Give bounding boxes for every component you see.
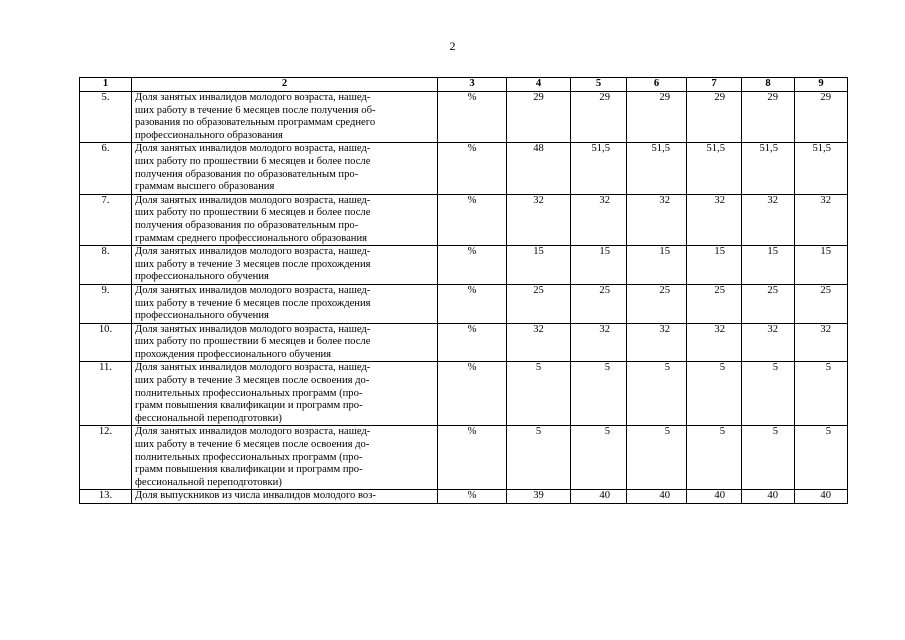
description-line: Доля занятых инвалидов молодого возраста, нашед- bbox=[135, 284, 371, 296]
description-line: ших работу в течение 3 месяцев после освоения до- bbox=[135, 375, 370, 387]
value-cell: 29 bbox=[627, 92, 687, 143]
value-cell: 48 bbox=[507, 143, 571, 194]
page-number: 2 bbox=[449, 39, 456, 53]
unit-cell: % bbox=[438, 143, 507, 194]
value-cell: 32 bbox=[687, 194, 742, 245]
value-cell: 32 bbox=[795, 194, 848, 245]
value-cell: 40 bbox=[742, 490, 795, 504]
indicator-description bbox=[132, 426, 438, 490]
value-cell: 32 bbox=[571, 323, 627, 362]
description-line: граммам среднего профессионального образования bbox=[135, 232, 368, 244]
header-cell: 8 bbox=[742, 78, 795, 92]
indicator-description bbox=[132, 92, 438, 143]
description-line: ших работу в течение 3 месяцев после прохождения bbox=[135, 258, 371, 270]
description-line: профессионального обучения bbox=[135, 310, 269, 322]
value-cell: 32 bbox=[795, 323, 848, 362]
value-cell: 40 bbox=[795, 490, 848, 504]
row-number: 11. bbox=[80, 362, 132, 426]
description-line: фессиональной переподготовки) bbox=[135, 476, 282, 488]
header-cell: 3 bbox=[438, 78, 507, 92]
header-cell: 1 bbox=[80, 78, 132, 92]
description-line: полнительных профессиональных программ (про- bbox=[135, 387, 363, 399]
value-cell: 5 bbox=[507, 362, 571, 426]
unit-cell: % bbox=[438, 92, 507, 143]
table-row bbox=[80, 323, 848, 362]
description-line: Доля выпускников из числа инвалидов молодого воз- bbox=[135, 490, 376, 502]
description-line: получения образования по образовательным про- bbox=[135, 219, 359, 231]
value-cell: 5 bbox=[742, 362, 795, 426]
value-cell: 5 bbox=[795, 362, 848, 426]
value-cell: 51,5 bbox=[627, 143, 687, 194]
value-cell: 39 bbox=[507, 490, 571, 504]
value-cell: 25 bbox=[627, 284, 687, 323]
value-cell: 29 bbox=[571, 92, 627, 143]
header-cell: 4 bbox=[507, 78, 571, 92]
row-number: 13. bbox=[80, 490, 132, 504]
row-number: 7. bbox=[80, 194, 132, 245]
value-cell: 40 bbox=[687, 490, 742, 504]
indicator-description bbox=[132, 194, 438, 245]
row-number: 8. bbox=[80, 246, 132, 285]
description-line: Доля занятых инвалидов молодого возраста, нашед- bbox=[135, 92, 371, 103]
row-number: 10. bbox=[80, 323, 132, 362]
table-body bbox=[80, 92, 848, 504]
value-cell: 5 bbox=[627, 362, 687, 426]
description-line: ших работу в течение 6 месяцев после прохождения bbox=[135, 297, 371, 309]
description-line: Доля занятых инвалидов молодого возраста, нашед- bbox=[135, 143, 371, 155]
description-line: ших работу в течение 6 месяцев после освоения до- bbox=[135, 439, 370, 451]
value-cell: 15 bbox=[742, 246, 795, 285]
table-row bbox=[80, 426, 848, 490]
description-line: грамм повышения квалификации и программ про- bbox=[135, 400, 363, 412]
header-cell: 2 bbox=[132, 78, 438, 92]
value-cell: 32 bbox=[507, 194, 571, 245]
table-row bbox=[80, 194, 848, 245]
value-cell: 29 bbox=[742, 92, 795, 143]
description-line: Доля занятых инвалидов молодого возраста, нашед- bbox=[135, 362, 371, 374]
description-line: получения образования по образовательным про- bbox=[135, 168, 359, 180]
row-number: 6. bbox=[80, 143, 132, 194]
row-number: 9. bbox=[80, 284, 132, 323]
table-row bbox=[80, 143, 848, 194]
unit-cell: % bbox=[438, 362, 507, 426]
value-cell: 51,5 bbox=[687, 143, 742, 194]
value-cell: 5 bbox=[571, 426, 627, 490]
value-cell: 32 bbox=[742, 194, 795, 245]
indicator-description bbox=[132, 362, 438, 426]
value-cell: 5 bbox=[687, 362, 742, 426]
row-number: 12. bbox=[80, 426, 132, 490]
value-cell: 32 bbox=[742, 323, 795, 362]
value-cell: 40 bbox=[627, 490, 687, 504]
unit-cell: % bbox=[438, 426, 507, 490]
indicator-description bbox=[132, 246, 438, 285]
value-cell: 25 bbox=[795, 284, 848, 323]
description-line: грамм повышения квалификации и программ про- bbox=[135, 464, 363, 476]
value-cell: 32 bbox=[627, 323, 687, 362]
value-cell: 40 bbox=[571, 490, 627, 504]
description-line: профессионального обучения bbox=[135, 271, 269, 283]
value-cell: 15 bbox=[795, 246, 848, 285]
value-cell: 29 bbox=[507, 92, 571, 143]
value-cell: 15 bbox=[507, 246, 571, 285]
description-line: разования по образовательным программам среднего bbox=[135, 117, 376, 129]
indicator-description bbox=[132, 490, 438, 504]
value-cell: 29 bbox=[795, 92, 848, 143]
description-line: прохождения профессионального обучения bbox=[135, 348, 332, 360]
value-cell: 25 bbox=[687, 284, 742, 323]
table-row bbox=[80, 490, 848, 504]
table-row bbox=[80, 92, 848, 143]
value-cell: 51,5 bbox=[571, 143, 627, 194]
description-line: Доля занятых инвалидов молодого возраста, нашед- bbox=[135, 426, 371, 438]
description-line: ших работу по прошествии 6 месяцев и более после bbox=[135, 336, 371, 348]
header-cell: 6 bbox=[627, 78, 687, 92]
unit-cell: % bbox=[438, 194, 507, 245]
description-line: профессионального образования bbox=[135, 129, 283, 141]
description-line: Доля занятых инвалидов молодого возраста, нашед- bbox=[135, 194, 371, 206]
value-cell: 5 bbox=[795, 426, 848, 490]
description-line: ших работу в течение 6 месяцев после получения об- bbox=[135, 104, 376, 116]
row-number: 5. bbox=[80, 92, 132, 143]
description-line: ших работу по прошествии 6 месяцев и более после bbox=[135, 207, 371, 219]
value-cell: 15 bbox=[687, 246, 742, 285]
value-cell: 32 bbox=[627, 194, 687, 245]
header-row bbox=[80, 78, 848, 92]
header-cell: 5 bbox=[571, 78, 627, 92]
value-cell: 15 bbox=[571, 246, 627, 285]
unit-cell: % bbox=[438, 246, 507, 285]
header-cell: 9 bbox=[795, 78, 848, 92]
value-cell: 5 bbox=[742, 426, 795, 490]
value-cell: 5 bbox=[507, 426, 571, 490]
value-cell: 32 bbox=[507, 323, 571, 362]
unit-cell: % bbox=[438, 323, 507, 362]
value-cell: 25 bbox=[742, 284, 795, 323]
table-row bbox=[80, 246, 848, 285]
description-line: граммам высшего образования bbox=[135, 181, 275, 193]
value-cell: 25 bbox=[507, 284, 571, 323]
value-cell: 51,5 bbox=[742, 143, 795, 194]
description-line: полнительных профессиональных программ (про- bbox=[135, 451, 363, 463]
table-row bbox=[80, 284, 848, 323]
value-cell: 29 bbox=[687, 92, 742, 143]
description-line: ших работу по прошествии 6 месяцев и более после bbox=[135, 155, 371, 167]
indicator-description bbox=[132, 284, 438, 323]
value-cell: 5 bbox=[627, 426, 687, 490]
unit-cell: % bbox=[438, 490, 507, 504]
description-line: фессиональной переподготовки) bbox=[135, 412, 282, 424]
indicator-description bbox=[132, 323, 438, 362]
value-cell: 32 bbox=[571, 194, 627, 245]
indicators-table bbox=[79, 77, 848, 504]
value-cell: 5 bbox=[571, 362, 627, 426]
header-cell: 7 bbox=[687, 78, 742, 92]
value-cell: 15 bbox=[627, 246, 687, 285]
description-line: Доля занятых инвалидов молодого возраста, нашед- bbox=[135, 246, 371, 258]
indicator-description bbox=[132, 143, 438, 194]
table-row bbox=[80, 362, 848, 426]
value-cell: 5 bbox=[687, 426, 742, 490]
unit-cell: % bbox=[438, 284, 507, 323]
value-cell: 25 bbox=[571, 284, 627, 323]
value-cell: 51,5 bbox=[795, 143, 848, 194]
description-line: Доля занятых инвалидов молодого возраста, нашед- bbox=[135, 323, 371, 335]
value-cell: 32 bbox=[687, 323, 742, 362]
